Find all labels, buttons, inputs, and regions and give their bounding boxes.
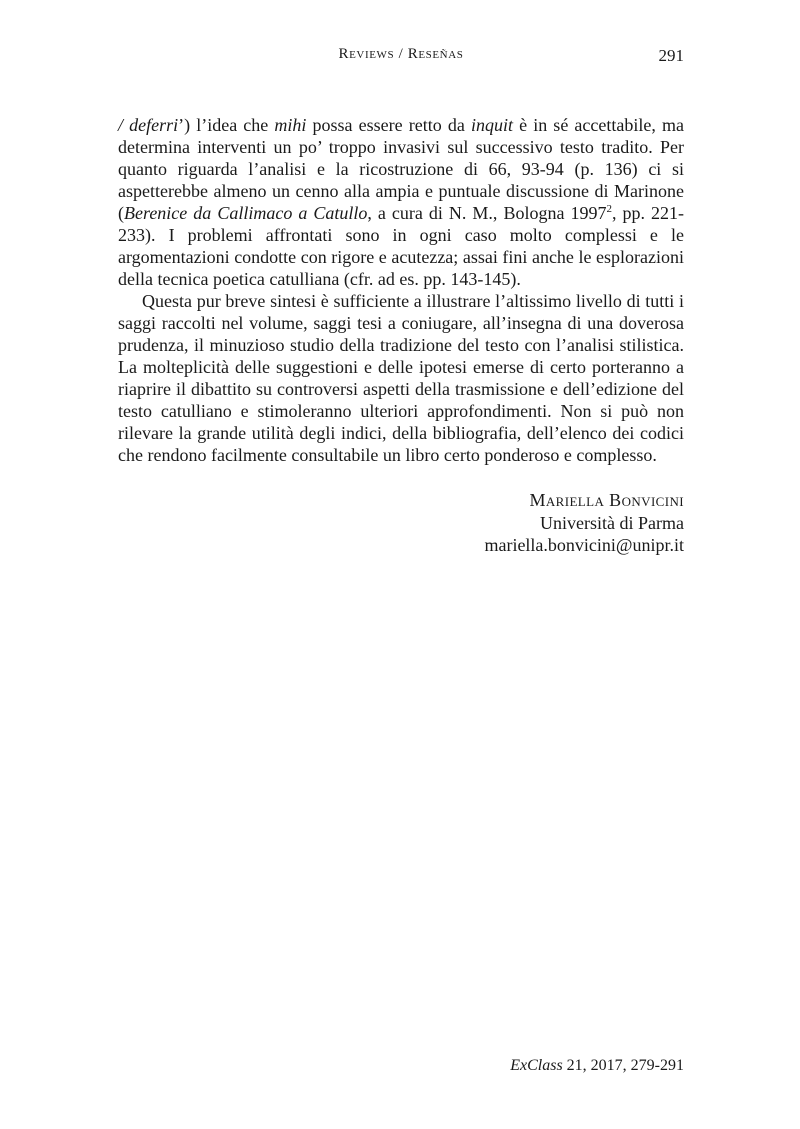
author-name: Mariella Bonvicini	[529, 490, 684, 510]
text-italic: mihi	[274, 115, 307, 135]
body-paragraph-1	[118, 114, 684, 290]
text-run: , a cura di N. M., Bologna 1997	[367, 203, 607, 223]
page-number: 291	[658, 46, 684, 65]
text-run: possa essere retto da	[306, 115, 471, 135]
text-run: ’) l’idea che	[178, 115, 275, 135]
body-paragraph-2: Questa pur breve sintesi è sufficiente a illustrare l’altissimo livello di tutti i saggi raccolti nel volume, saggi tesi a coniugare, all’insegna di una doverosa prudenza, il minuzioso studio della tradizione del testo con l’analisi stilistica. La molteplicità delle suggestioni e delle ipotesi emerse di certo porteranno a riaprire il dibattito su controversi aspetti della trasmissione e dell’edizione del testo catulliano e stimoleranno ulteriori approfondimenti. Non si può non rilevare la grande utilità degli indici, della bibliografia, dell’elenco dei codici che rendono facilmente consultabile un libro certo ponderoso e complesso.	[118, 291, 684, 465]
running-header	[118, 46, 684, 70]
running-title: Reviews / Reseñas	[338, 46, 464, 62]
author-signature	[484, 489, 684, 557]
text-italic: inquit	[470, 115, 513, 135]
edition-superscript: 2	[606, 203, 612, 215]
book-title: Berenice da Callimaco a Catullo	[124, 203, 368, 223]
journal-name: ExClass	[510, 1057, 563, 1074]
review-body	[118, 114, 684, 466]
text-run: è in sé accettabile, ma determina interventi un po’ troppo invasivi sul successivo testo tradito. Per quanto riguarda l’analisi e la ricostruzione di 66, 93-94 (p. 136) ci si aspetterebbe almeno un cenno alla ampia e puntuale discussione di Marinone (	[118, 115, 684, 223]
author-email: mariella.bonvicini@unipr.it	[484, 535, 684, 555]
journal-citation	[510, 1057, 684, 1075]
author-affiliation: Università di Parma	[540, 512, 684, 533]
text-run: , pp. 221-233). I problemi affrontati sono in ogni caso molto complessi e le argomentazioni condotte con rigore e acutezza; assai fini anche le esplorazioni della tecnica poetica catulliana (cfr. ad es. pp. 143-145).	[118, 203, 684, 289]
journal-volume-pages: 21, 2017, 279-291	[562, 1057, 684, 1074]
text-italic: / deferri	[118, 115, 179, 135]
